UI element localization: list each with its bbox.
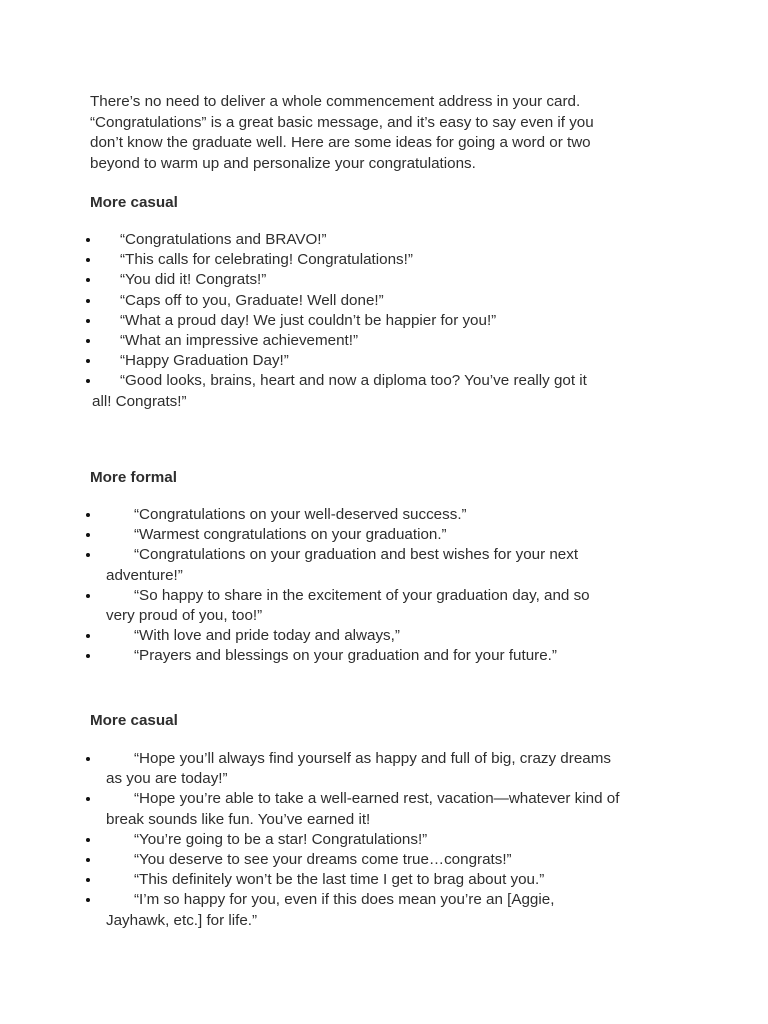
bullet-icon <box>86 634 90 638</box>
bullet-icon <box>86 379 90 383</box>
list-item-text: “Hope you’ll always find yourself as happy and full of big, crazy dreams <box>134 750 611 767</box>
list-item-text-continued: break sounds like fun. You’ve earned it! <box>106 810 371 828</box>
list-item-text: “Good looks, brains, heart and now a diploma too? You’ve really got it <box>120 372 587 390</box>
bullet-icon <box>86 533 90 537</box>
bullet-icon <box>86 359 90 363</box>
list-item <box>0 371 672 411</box>
list-item <box>0 311 672 331</box>
list-item <box>0 749 666 789</box>
bullet-icon <box>86 898 90 902</box>
list-item-text: “I’m so happy for you, even if this does mean you’re an [Aggie, <box>134 891 555 909</box>
bullet-icon <box>86 339 90 343</box>
bullet-icon <box>86 258 90 262</box>
bullet-icon <box>86 594 90 598</box>
list-item-text: “Prayers and blessings on your graduation and for your future.” <box>134 647 557 665</box>
list-item <box>0 830 666 850</box>
list-item-text: “Happy Graduation Day!” <box>120 352 289 370</box>
list-item-text: “This calls for celebrating! Congratulations!” <box>120 251 413 269</box>
bullet-icon <box>86 513 90 517</box>
list-item-text-continued: all! Congrats!” <box>92 392 187 410</box>
bullet-icon <box>86 838 90 842</box>
section-heading-formal: More formal <box>90 469 177 486</box>
section-heading-casual-1: More casual <box>90 194 178 211</box>
casual-list-1 <box>0 230 768 412</box>
list-item-text: “Warmest congratulations on your graduation.” <box>134 526 447 544</box>
intro-line: don’t know the graduate well. Here are some ideas for going a word or two <box>90 134 591 151</box>
list-item <box>0 890 666 930</box>
bullet-icon <box>86 319 90 323</box>
list-item-text: “So happy to share in the excitement of your graduation day, and so <box>134 586 590 604</box>
list-item-text: “Hope you’re able to take a well-earned rest, vacation—whatever kind of <box>134 790 620 808</box>
list-item <box>0 525 666 545</box>
bullet-icon <box>86 553 90 557</box>
bullet-icon <box>86 299 90 303</box>
list-item <box>0 351 672 371</box>
intro-line: There’s no need to deliver a whole commencement address in your card. <box>90 93 581 110</box>
list-item <box>0 850 666 870</box>
list-item-text-continued: very proud of you, too!” <box>106 607 263 625</box>
list-item-text-continued: adventure!” <box>106 566 183 584</box>
list-item-text: “With love and pride today and always,” <box>134 627 400 645</box>
section-heading-casual-2: More casual <box>90 712 178 729</box>
bullet-icon <box>86 878 90 882</box>
bullet-icon <box>86 757 90 761</box>
intro-line: beyond to warm up and personalize your congratulations. <box>90 154 476 172</box>
list-item <box>0 505 666 525</box>
casual-list-2 <box>0 749 768 931</box>
list-item <box>0 230 672 250</box>
list-item-text: “You deserve to see your dreams come true…congrats!” <box>134 851 512 869</box>
list-item-text-continued: Jayhawk, etc.] for life.” <box>106 911 258 929</box>
bullet-icon <box>86 858 90 862</box>
list-item <box>0 270 672 290</box>
list-item <box>0 291 672 311</box>
list-item-text: “Congratulations and BRAVO!” <box>120 231 327 248</box>
list-item <box>0 331 672 351</box>
list-item <box>0 545 666 585</box>
list-item-text: “What an impressive achievement!” <box>120 332 359 350</box>
list-item-text: “Caps off to you, Graduate! Well done!” <box>120 291 384 309</box>
list-item-text: “You’re going to be a star! Congratulations!” <box>134 830 428 848</box>
list-item <box>0 646 666 666</box>
list-item <box>0 250 672 270</box>
list-item-text: “This definitely won’t be the last time I get to brag about you.” <box>134 871 545 889</box>
list-item <box>0 626 666 646</box>
formal-list <box>0 505 768 667</box>
list-item-text: “Congratulations on your well-deserved success.” <box>134 506 467 523</box>
list-item-text: “Congratulations on your graduation and best wishes for your next <box>134 546 579 564</box>
intro-line: “Congratulations” is a great basic message, and it’s easy to say even if you <box>90 113 594 131</box>
bullet-icon <box>86 278 90 282</box>
list-item-text: “You did it! Congrats!” <box>120 271 267 289</box>
list-item <box>0 789 666 829</box>
bullet-icon <box>86 238 90 242</box>
intro-paragraph <box>90 92 690 174</box>
list-item <box>0 586 666 626</box>
list-item-text: “What a proud day! We just couldn’t be happier for you!” <box>120 311 497 329</box>
bullet-icon <box>86 797 90 801</box>
list-item-text-continued: as you are today!” <box>106 770 228 788</box>
bullet-icon <box>86 654 90 658</box>
list-item <box>0 870 666 890</box>
